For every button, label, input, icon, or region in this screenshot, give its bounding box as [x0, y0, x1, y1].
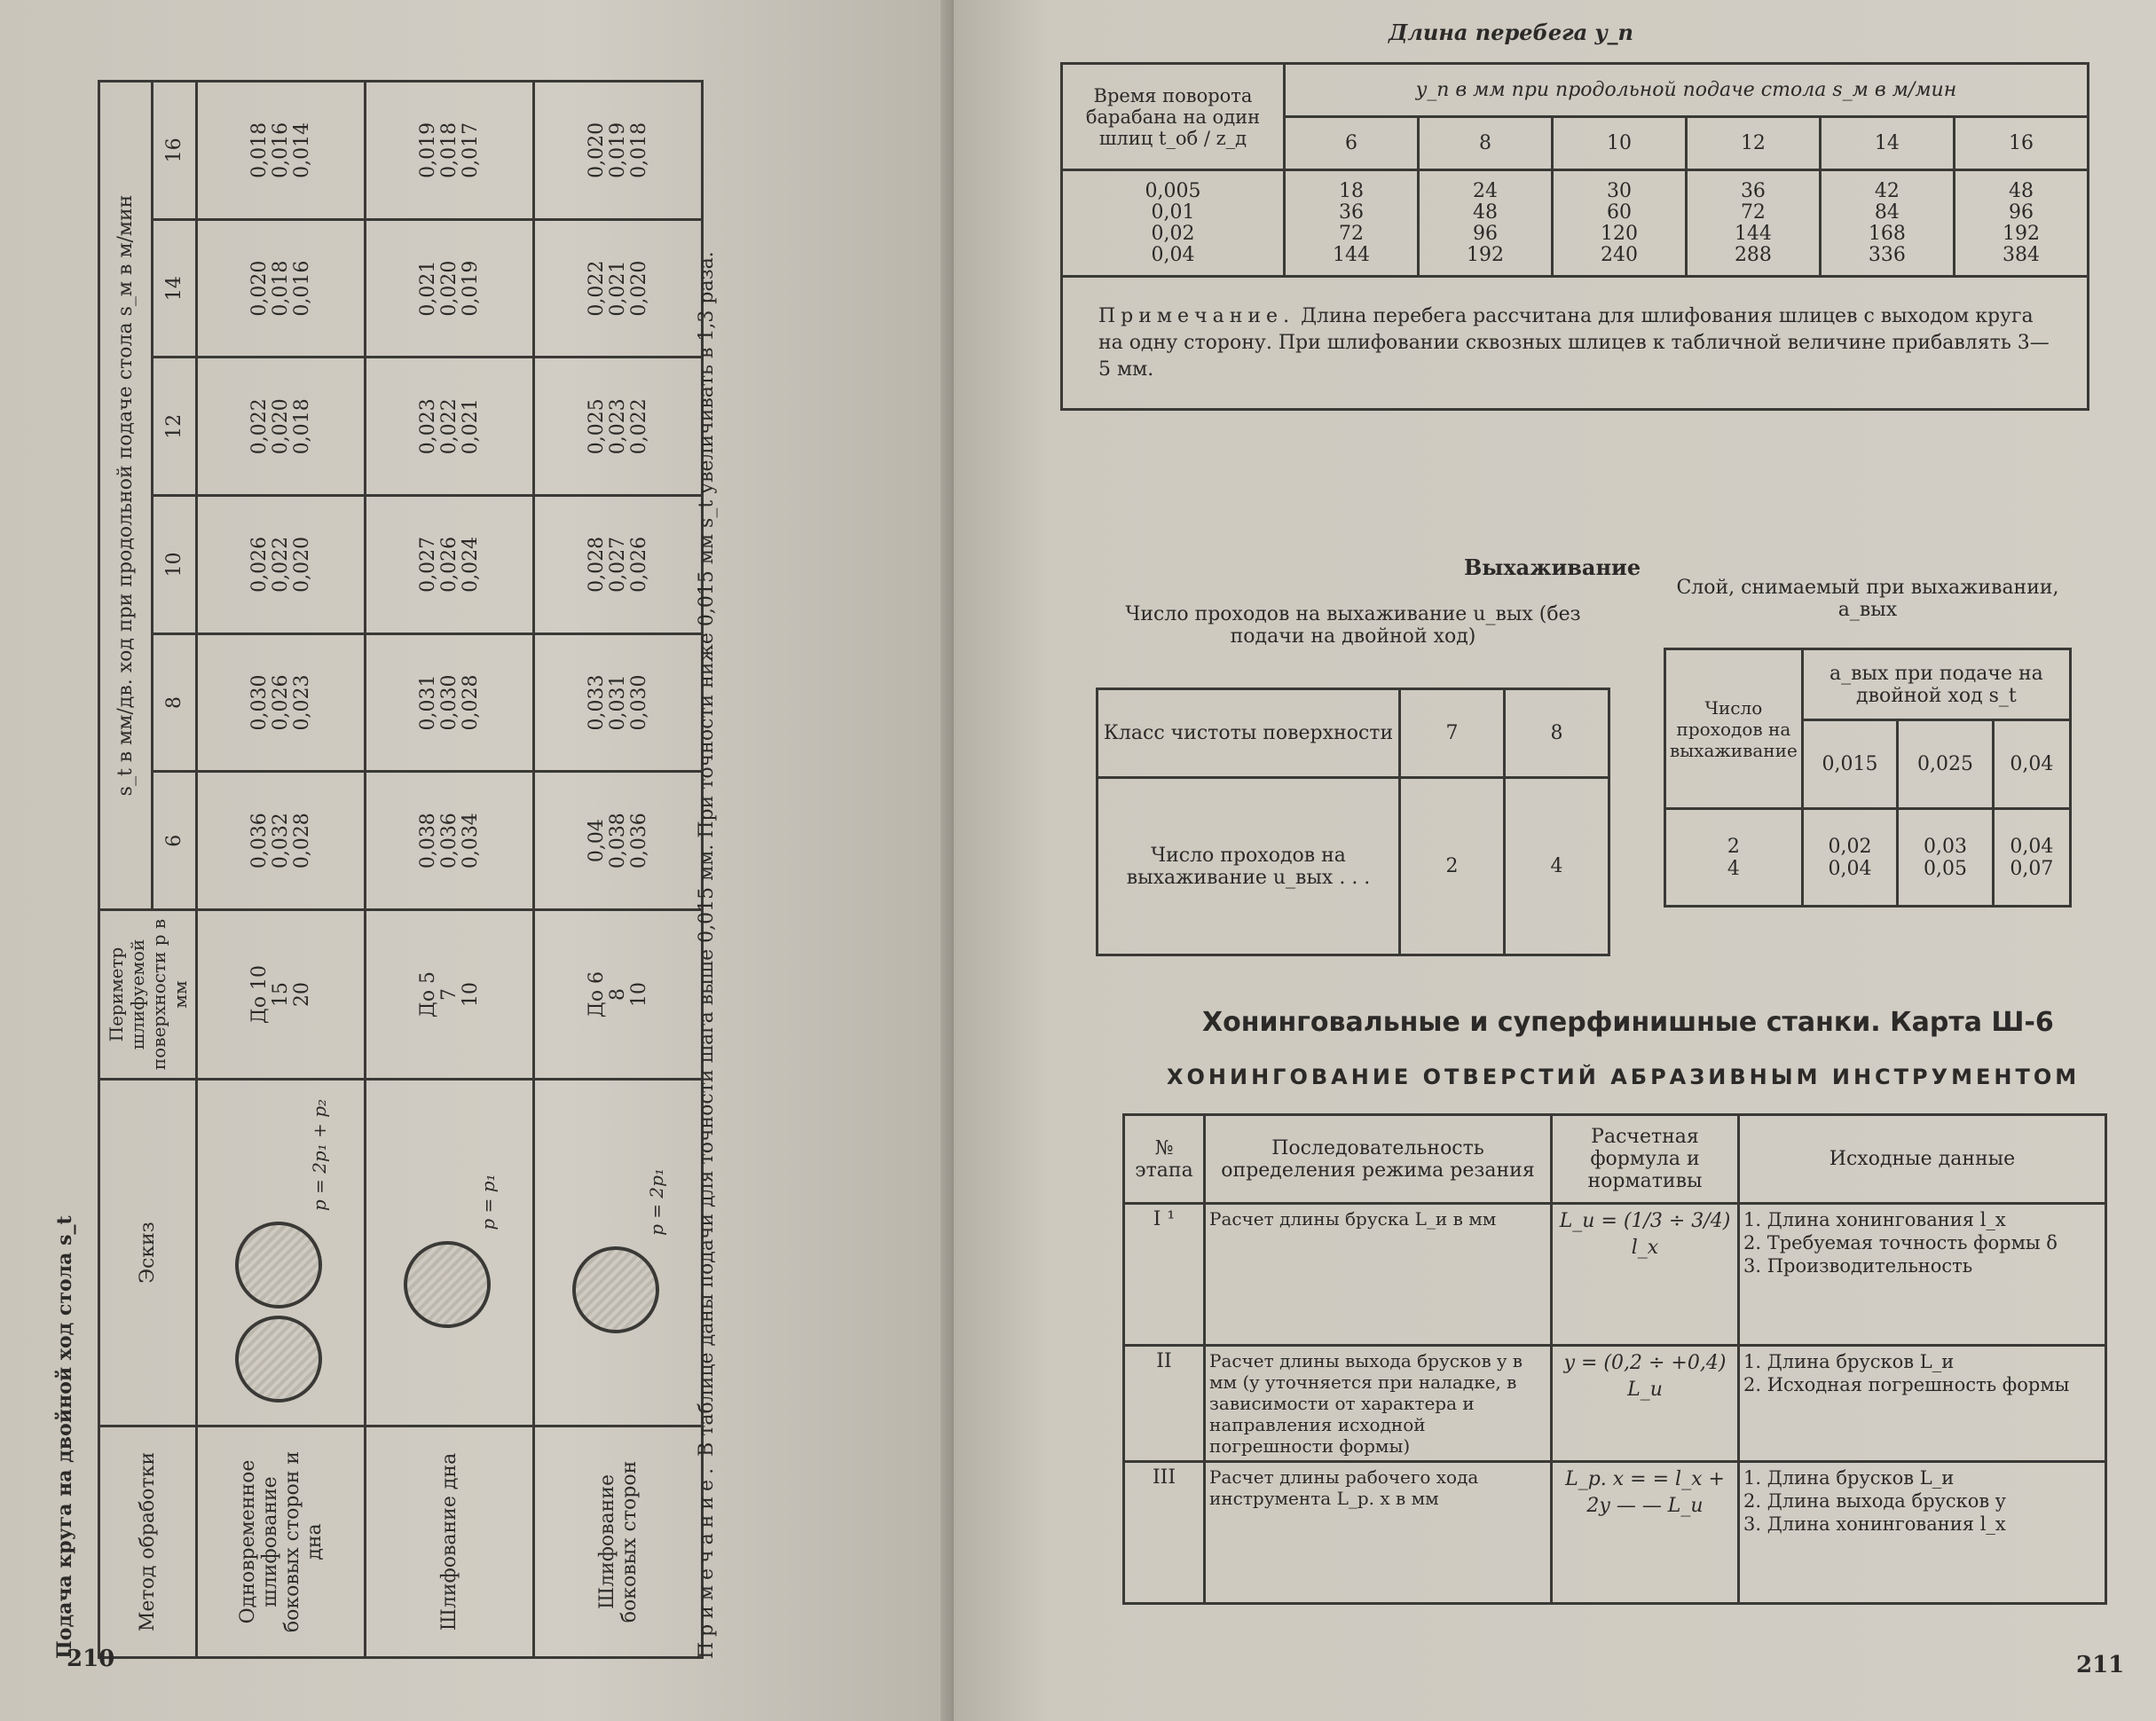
method-cell: Шлифование боковых сторон	[534, 1426, 703, 1658]
feed-value: 0,022 0,021 0,020	[534, 219, 703, 358]
overrun-speed-12: 12	[1686, 117, 1820, 170]
honing-table	[1122, 1113, 2107, 1605]
overrun-speed-8: 8	[1418, 117, 1552, 170]
speed-6: 6	[153, 772, 197, 910]
honing-col-formula: Расчетная формула и нормативы	[1552, 1115, 1739, 1204]
honing-title: ХОНИНГОВАНИЕ ОТВЕРСТИЙ АБРАЗИВНЫМ ИНСТРУМЕНТОМ	[1167, 1065, 2081, 1089]
rotated-content	[53, 62, 976, 1659]
col-method: Метод обработки	[99, 1426, 197, 1658]
table-header-title: Подача круга на двойной ход стола s_t	[53, 1215, 76, 1659]
feed-value: 0,023 0,022 0,021	[366, 358, 534, 496]
layer-0015: 0,02 0,04	[1802, 809, 1898, 907]
feed-table	[98, 80, 704, 1659]
spline-gear-icon	[572, 1246, 659, 1333]
left-note-text: В таблице даны подачи для точности шага выше 0,015 мм. При точности ниже 0,015 мм s_t увеличивать в 1,3 раза.	[696, 251, 718, 1457]
speed-16: 16	[153, 82, 197, 220]
input-cell: 1. Длина хонингования l_x 2. Требуемая точность формы δ 3. Производительность	[1739, 1204, 2106, 1346]
class-8: 8	[1505, 689, 1609, 778]
speed-10: 10	[153, 496, 197, 634]
speed-14: 14	[153, 219, 197, 358]
overrun-note	[1062, 277, 2089, 410]
step-cell: Расчет длины рабочего хода инструмента L_р. х в мм	[1205, 1462, 1552, 1604]
feed-row	[366, 82, 534, 1658]
feed-value: 0,04 0,038 0,036	[534, 772, 703, 910]
stage-cell: III	[1124, 1462, 1205, 1604]
feed-value: 0,036 0,032 0,028	[197, 772, 366, 910]
layer-pass-counts: 2 4	[1665, 809, 1803, 907]
sketch-formula: p = 2p₁	[645, 1168, 667, 1236]
formula-cell: L_р. х = = l_x + 2y — — L_и	[1552, 1462, 1739, 1604]
honing-row	[1124, 1204, 2106, 1346]
overrun-col-group: y_п в мм при продольной подаче стола s_м в м/мин	[1285, 64, 2089, 117]
feed-value: 0,022 0,020 0,018	[197, 358, 366, 496]
col-sketch: Эскиз	[99, 1080, 197, 1426]
speed-12: 12	[153, 358, 197, 496]
honing-col-stage: № этапа	[1124, 1115, 1205, 1204]
spline-gear-icon	[235, 1222, 322, 1308]
formula-cell: y = (0,2 ÷ +0,4) L_и	[1552, 1346, 1739, 1462]
formula-cell: L_и = (1/3 ÷ 3/4) l_x	[1552, 1204, 1739, 1346]
col-perimeter: Периметр шлифуемой поверхности p в мм	[99, 910, 197, 1080]
overrun-value: 36 72 144 288	[1686, 170, 1820, 277]
sparkout-title: Выхаживание	[1464, 554, 1641, 580]
class-7: 7	[1400, 689, 1505, 778]
overrun-value: 48 96 192 384	[1954, 170, 2088, 277]
feed-004: 0,04	[1993, 720, 2070, 809]
method-cell: Шлифование дна	[366, 1426, 534, 1658]
overrun-title: Длина перебега y_п	[1389, 20, 1633, 45]
step-cell: Расчет длины бруска L_и в мм	[1205, 1204, 1552, 1346]
feed-value: 0,026 0,022 0,020	[197, 496, 366, 634]
overrun-note-text: Длина перебега рассчитана для шлифования шлицев с выходом круга на одну сторону. При шлифовании сквозных шлицев к табличной величине прибавлять 3—5 мм.	[1098, 304, 2050, 381]
spline-gear-icon	[235, 1316, 322, 1403]
honing-col-step: Последовательность определения режима резания	[1205, 1115, 1552, 1204]
passes-label: Число проходов на выхаживание u_вых . . .	[1098, 778, 1400, 955]
overrun-col-time: Время поворота барабана на один шлиц t_об / z_д	[1062, 64, 1285, 170]
feed-value: 0,028 0,027 0,026	[534, 496, 703, 634]
passes-table	[1096, 688, 1610, 956]
card-title: Хонинговальные и суперфинишные станки. Карта Ш-6	[1202, 1007, 2054, 1038]
input-cell: 1. Длина брусков L_и 2. Исходная погрешность формы	[1739, 1346, 2106, 1462]
layer-col-group: a_вых при подаче на двойной ход s_t	[1802, 649, 2070, 720]
sketch-cell	[534, 1080, 703, 1426]
speed-8: 8	[153, 633, 197, 772]
method-cell: Одновременное шлифование боковых сторон и дна	[197, 1426, 366, 1658]
sketch-formula: p = 2p₁ + p₂	[308, 1098, 330, 1212]
input-cell: 1. Длина брусков L_и 2. Длина выхода брусков y 3. Длина хонингования l_x	[1739, 1462, 2106, 1604]
feed-0015: 0,015	[1802, 720, 1898, 809]
overrun-value: 24 48 96 192	[1418, 170, 1552, 277]
feed-value: 0,038 0,036 0,034	[366, 772, 534, 910]
sketch-cell	[197, 1080, 366, 1426]
sketch-formula: p = p₁	[476, 1174, 499, 1230]
left-note	[692, 80, 722, 1659]
left-page	[0, 0, 954, 1721]
passes-8: 4	[1505, 778, 1609, 955]
overrun-speed-16: 16	[1954, 117, 2088, 170]
feed-value: 0,021 0,020 0,019	[366, 219, 534, 358]
honing-row	[1124, 1346, 2106, 1462]
feed-value: 0,020 0,019 0,018	[534, 82, 703, 220]
feed-value: 0,030 0,026 0,023	[197, 633, 366, 772]
layer-004: 0,04 0,07	[1993, 809, 2070, 907]
spline-gear-icon	[404, 1241, 491, 1328]
overrun-times: 0,005 0,01 0,02 0,04	[1062, 170, 1285, 277]
overrun-speed-6: 6	[1285, 117, 1419, 170]
honing-col-input: Исходные данные	[1739, 1115, 2106, 1204]
class-label: Класс чистоты поверхности	[1098, 689, 1400, 778]
col-st-group: s_t в мм/дв. ход при продольной подаче стола s_м в м/мин	[99, 82, 153, 910]
overrun-table	[1060, 62, 2089, 411]
perimeter-cell: До 6 8 10	[534, 910, 703, 1080]
right-page	[954, 0, 2156, 1721]
honing-row	[1124, 1462, 2106, 1604]
page-number-left: 210	[67, 1646, 115, 1672]
feed-value: 0,031 0,030 0,028	[366, 633, 534, 772]
feed-row	[197, 82, 366, 1658]
layer-col-passes: Число проходов на выхаживание	[1665, 649, 1803, 809]
overrun-value: 18 36 72 144	[1285, 170, 1419, 277]
feed-value: 0,027 0,026 0,024	[366, 496, 534, 634]
page-number-right: 211	[2076, 1652, 2125, 1678]
feed-value: 0,018 0,016 0,014	[197, 82, 366, 220]
perimeter-cell: До 5 7 10	[366, 910, 534, 1080]
feed-value: 0,020 0,018 0,016	[197, 219, 366, 358]
feed-value: 0,025 0,023 0,022	[534, 358, 703, 496]
feed-value: 0,019 0,018 0,017	[366, 82, 534, 220]
passes-7: 2	[1400, 778, 1505, 955]
layer-caption: Слой, снимаемый при выхаживании, a_вых	[1676, 577, 2059, 621]
stage-cell: I ¹	[1124, 1204, 1205, 1346]
left-note-label: Примечание.	[696, 1462, 718, 1659]
layer-table	[1664, 648, 2072, 908]
overrun-note-label: Примечание.	[1098, 304, 1295, 327]
overrun-value: 30 60 120 240	[1552, 170, 1686, 277]
passes-caption: Число проходов на выхаживание u_вых (без подачи на двойной ход)	[1125, 603, 1581, 648]
overrun-speed-14: 14	[1820, 117, 1954, 170]
overrun-value: 42 84 168 336	[1820, 170, 1954, 277]
feed-0025: 0,025	[1898, 720, 1994, 809]
stage-cell: II	[1124, 1346, 1205, 1462]
feed-row	[534, 82, 703, 1658]
overrun-speed-10: 10	[1552, 117, 1686, 170]
step-cell: Расчет длины выхода брусков y в мм (y уточняется при наладке, в зависимости от характера и направления исходной погрешности формы)	[1205, 1346, 1552, 1462]
layer-0025: 0,03 0,05	[1898, 809, 1994, 907]
perimeter-cell: До 10 15 20	[197, 910, 366, 1080]
sketch-cell	[366, 1080, 534, 1426]
feed-value: 0,033 0,031 0,030	[534, 633, 703, 772]
